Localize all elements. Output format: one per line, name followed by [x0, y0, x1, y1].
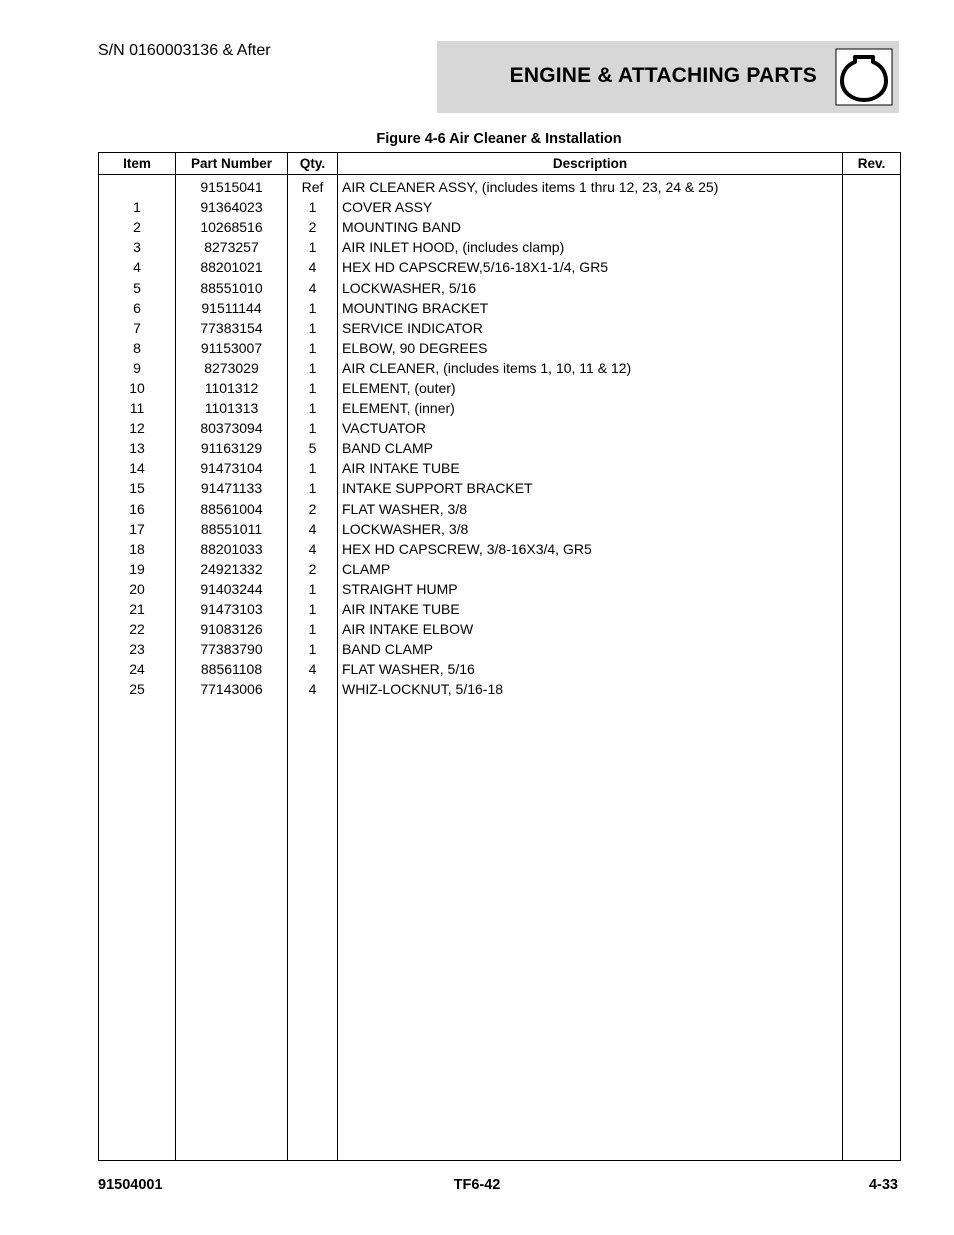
- table-row: [99, 378, 901, 398]
- section-banner: [437, 41, 899, 113]
- table-row: [99, 237, 901, 257]
- description-cell: AIR CLEANER, (includes items 1, 10, 11 & 12): [338, 358, 843, 378]
- rev-cell: [843, 175, 901, 198]
- column-header-qty: Qty.: [288, 153, 338, 175]
- qty-cell: 2: [288, 217, 338, 237]
- item-cell: 7: [99, 318, 176, 338]
- rev-cell: [843, 599, 901, 619]
- rev-cell: [843, 217, 901, 237]
- qty-cell: 4: [288, 539, 338, 559]
- empty-cell: [99, 699, 176, 1160]
- table-row: [99, 358, 901, 378]
- rev-cell: [843, 559, 901, 579]
- part-number-cell: 91153007: [176, 338, 288, 358]
- empty-cell: [338, 699, 843, 1160]
- footer-model: TF6-42: [453, 1177, 501, 1193]
- description-cell: BAND CLAMP: [338, 639, 843, 659]
- table-row: [99, 197, 901, 217]
- part-number-cell: 88551011: [176, 519, 288, 539]
- table-row: [99, 298, 901, 318]
- qty-cell: 1: [288, 599, 338, 619]
- description-cell: AIR INTAKE ELBOW: [338, 619, 843, 639]
- item-cell: 20: [99, 579, 176, 599]
- parts-table: [98, 152, 901, 1161]
- rev-cell: [843, 257, 901, 277]
- description-cell: AIR INTAKE TUBE: [338, 458, 843, 478]
- empty-cell: [843, 699, 901, 1160]
- item-cell: 11: [99, 398, 176, 418]
- description-cell: LOCKWASHER, 3/8: [338, 519, 843, 539]
- rev-cell: [843, 579, 901, 599]
- description-cell: ELEMENT, (inner): [338, 398, 843, 418]
- qty-cell: 1: [288, 298, 338, 318]
- rev-cell: [843, 519, 901, 539]
- item-cell: 4: [99, 257, 176, 277]
- description-cell: AIR CLEANER ASSY, (includes items 1 thru 12, 23, 24 & 25): [338, 175, 843, 198]
- table-row: [99, 519, 901, 539]
- item-cell: 25: [99, 679, 176, 699]
- item-cell: 17: [99, 519, 176, 539]
- qty-cell: 4: [288, 519, 338, 539]
- part-number-cell: 8273257: [176, 237, 288, 257]
- table-row: [99, 478, 901, 498]
- parts-table-body: [99, 175, 901, 1161]
- item-cell: 24: [99, 659, 176, 679]
- description-cell: AIR INTAKE TUBE: [338, 599, 843, 619]
- column-header-part-number: Part Number: [176, 153, 288, 175]
- part-number-cell: 1101313: [176, 398, 288, 418]
- part-number-cell: 80373094: [176, 418, 288, 438]
- qty-cell: 1: [288, 478, 338, 498]
- table-row: [99, 217, 901, 237]
- description-cell: ELEMENT, (outer): [338, 378, 843, 398]
- rev-cell: [843, 458, 901, 478]
- item-cell: 8: [99, 338, 176, 358]
- rev-cell: [843, 619, 901, 639]
- description-cell: COVER ASSY: [338, 197, 843, 217]
- part-number-cell: 91473104: [176, 458, 288, 478]
- part-number-cell: 77383154: [176, 318, 288, 338]
- part-number-cell: 91511144: [176, 298, 288, 318]
- qty-cell: 1: [288, 378, 338, 398]
- table-row: [99, 679, 901, 699]
- part-number-cell: 91083126: [176, 619, 288, 639]
- description-cell: BAND CLAMP: [338, 438, 843, 458]
- part-number-cell: 91163129: [176, 438, 288, 458]
- qty-cell: 1: [288, 639, 338, 659]
- item-cell: 21: [99, 599, 176, 619]
- rev-cell: [843, 539, 901, 559]
- item-cell: 5: [99, 277, 176, 297]
- qty-cell: Ref: [288, 175, 338, 198]
- item-cell: 22: [99, 619, 176, 639]
- table-row: [99, 559, 901, 579]
- qty-cell: 5: [288, 438, 338, 458]
- rev-cell: [843, 418, 901, 438]
- qty-cell: 2: [288, 559, 338, 579]
- item-cell: 19: [99, 559, 176, 579]
- table-row: [99, 579, 901, 599]
- qty-cell: 1: [288, 398, 338, 418]
- item-cell: 16: [99, 499, 176, 519]
- qty-cell: 1: [288, 197, 338, 217]
- description-cell: WHIZ-LOCKNUT, 5/16-18: [338, 679, 843, 699]
- table-row: [99, 599, 901, 619]
- rev-cell: [843, 398, 901, 418]
- qty-cell: 1: [288, 579, 338, 599]
- rev-cell: [843, 659, 901, 679]
- rev-cell: [843, 478, 901, 498]
- empty-cell: [176, 699, 288, 1160]
- item-cell: 23: [99, 639, 176, 659]
- rev-cell: [843, 378, 901, 398]
- qty-cell: 1: [288, 458, 338, 478]
- table-row: [99, 659, 901, 679]
- item-cell: 9: [99, 358, 176, 378]
- table-row: [99, 619, 901, 639]
- table-row: [99, 257, 901, 277]
- qty-cell: 1: [288, 338, 338, 358]
- table-row: [99, 539, 901, 559]
- rev-cell: [843, 679, 901, 699]
- item-cell: 13: [99, 438, 176, 458]
- rev-cell: [843, 358, 901, 378]
- table-row: [99, 438, 901, 458]
- table-row: [99, 458, 901, 478]
- serial-number: S/N 0160003136 & After: [98, 42, 271, 59]
- description-cell: MOUNTING BAND: [338, 217, 843, 237]
- rev-cell: [843, 338, 901, 358]
- qty-cell: 1: [288, 358, 338, 378]
- table-row: [99, 418, 901, 438]
- description-cell: INTAKE SUPPORT BRACKET: [338, 478, 843, 498]
- table-row: [99, 338, 901, 358]
- rev-cell: [843, 277, 901, 297]
- empty-cell: [288, 699, 338, 1160]
- rev-cell: [843, 237, 901, 257]
- rev-cell: [843, 499, 901, 519]
- part-number-cell: 88561004: [176, 499, 288, 519]
- part-number-cell: 1101312: [176, 378, 288, 398]
- part-number-cell: 24921332: [176, 559, 288, 579]
- item-cell: 14: [99, 458, 176, 478]
- qty-cell: 1: [288, 237, 338, 257]
- description-cell: AIR INLET HOOD, (includes clamp): [338, 237, 843, 257]
- column-header-rev: Rev.: [843, 153, 901, 175]
- table-row: [99, 318, 901, 338]
- table-row: [99, 499, 901, 519]
- part-number-cell: 88201021: [176, 257, 288, 277]
- description-cell: ELBOW, 90 DEGREES: [338, 338, 843, 358]
- part-number-cell: 77143006: [176, 679, 288, 699]
- footer-page-number: 4-33: [868, 1177, 898, 1193]
- description-cell: STRAIGHT HUMP: [338, 579, 843, 599]
- column-header-description: Description: [338, 153, 843, 175]
- description-cell: SERVICE INDICATOR: [338, 318, 843, 338]
- description-cell: CLAMP: [338, 559, 843, 579]
- part-number-cell: 91473103: [176, 599, 288, 619]
- item-cell: 18: [99, 539, 176, 559]
- item-cell: 10: [99, 378, 176, 398]
- description-cell: LOCKWASHER, 5/16: [338, 277, 843, 297]
- column-header-item: Item: [99, 153, 176, 175]
- part-number-cell: 91403244: [176, 579, 288, 599]
- part-number-cell: 91364023: [176, 197, 288, 217]
- item-cell: 1: [99, 197, 176, 217]
- description-cell: FLAT WASHER, 5/16: [338, 659, 843, 679]
- item-cell: 15: [99, 478, 176, 498]
- figure-title: Figure 4-6 Air Cleaner & Installation: [376, 131, 622, 147]
- rev-cell: [843, 438, 901, 458]
- rev-cell: [843, 197, 901, 217]
- qty-cell: 4: [288, 659, 338, 679]
- table-filler-row: [99, 699, 901, 1160]
- item-cell: [99, 175, 176, 198]
- item-cell: 2: [99, 217, 176, 237]
- qty-cell: 4: [288, 277, 338, 297]
- description-cell: HEX HD CAPSCREW, 3/8-16X3/4, GR5: [338, 539, 843, 559]
- qty-cell: 1: [288, 619, 338, 639]
- description-cell: MOUNTING BRACKET: [338, 298, 843, 318]
- rev-cell: [843, 639, 901, 659]
- table-row: [99, 398, 901, 418]
- item-cell: 12: [99, 418, 176, 438]
- item-cell: 3: [99, 237, 176, 257]
- part-number-cell: 88201033: [176, 539, 288, 559]
- table-row: [99, 639, 901, 659]
- description-cell: VACTUATOR: [338, 418, 843, 438]
- part-number-cell: 91515041: [176, 175, 288, 198]
- qty-cell: 4: [288, 679, 338, 699]
- description-cell: HEX HD CAPSCREW,5/16-18X1-1/4, GR5: [338, 257, 843, 277]
- qty-cell: 1: [288, 418, 338, 438]
- rev-cell: [843, 298, 901, 318]
- description-cell: FLAT WASHER, 3/8: [338, 499, 843, 519]
- rev-cell: [843, 318, 901, 338]
- part-number-cell: 77383790: [176, 639, 288, 659]
- table-row: [99, 175, 901, 198]
- part-number-cell: 10268516: [176, 217, 288, 237]
- table-row: [99, 277, 901, 297]
- table-header-row: [99, 153, 901, 175]
- part-number-cell: 8273029: [176, 358, 288, 378]
- part-number-cell: 88551010: [176, 277, 288, 297]
- part-number-cell: 91471133: [176, 478, 288, 498]
- engine-outline-icon: [835, 48, 893, 106]
- qty-cell: 4: [288, 257, 338, 277]
- item-cell: 6: [99, 298, 176, 318]
- section-title: ENGINE & ATTACHING PARTS: [509, 64, 817, 87]
- qty-cell: 2: [288, 499, 338, 519]
- footer-document-number: 91504001: [98, 1177, 163, 1193]
- part-number-cell: 88561108: [176, 659, 288, 679]
- qty-cell: 1: [288, 318, 338, 338]
